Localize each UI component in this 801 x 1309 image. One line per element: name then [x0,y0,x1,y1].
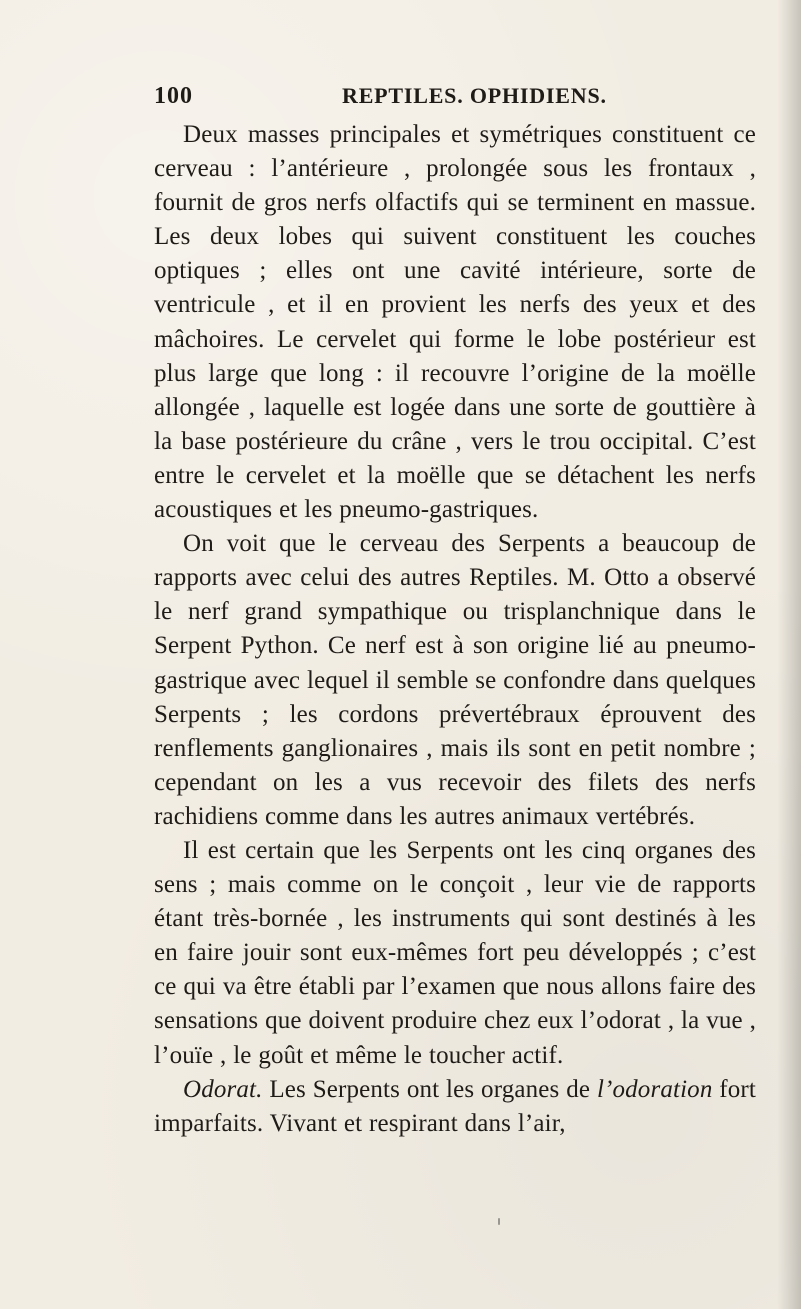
italic-term-odoration: l’odoration [596,1075,713,1103]
paragraph-2: On voit que le cerveau des Serpents a beaucoup de rapports avec celui des autres Reptiles. M. Otto a observé le nerf grand sympathique ou trisplanchnique dans le Serpent Python. Ce nerf est à son origine lié au pneumo-gastrique avec lequel il semble se confondre dans quelques Serpents ; les cordons prévertébraux éprouvent des renflements ganglionaires , mais ils sont en petit nombre ; cependant on les a vus recevoir des filets des nerfs rachidiens comme dans les autres animaux vertébrés. [154,530,756,830]
section-heading-odorat: Odorat. [183,1075,263,1103]
paragraph-4 [154,1073,756,1141]
page-edge-shadow [777,0,801,1309]
paragraph-3: Il est certain que les Serpents ont les cinq organes des sens ; mais comme on le conçoit , leur vie de rapports étant très-bornée , les instruments qui sont destinés à les en faire jouir sont eux-mêmes fort peu développés ; c’est ce qui va être établi par l’examen que nous allons faire des sensations que doivent produire chez eux l’odorat , la vue , l’ouïe , le goût et même le toucher actif. [154,836,756,1069]
paragraph-4-text-a: Les Serpents ont les organes de [262,1075,597,1103]
page-number: 100 [154,83,193,109]
running-title: REPTILES. OPHIDIENS. [342,83,607,108]
main-text [154,118,756,1141]
paragraph-1: Deux masses principales et symétriques constituent ce cerveau : l’antérieure , prolongée sous les frontaux , fournit de gros nerfs olfactifs qui se terminent en massue. Les deux lobes qui suivent constituent les couches optiques ; elles ont une cavité intérieure, sorte de ventricule , et il en provient les nerfs des yeux et des mâchoires. Le cervelet qui forme le lobe postérieur est plus large que long : il recouvre l’origine de la moëlle allongée , laquelle est logée dans une sorte de gouttière à la base postérieure du crâne , vers le trou occipital. C’est entre le cervelet et la moëlle que se détachent les nerfs acoustiques et les pneumo-gastriques. [154,121,756,524]
page-header [154,83,754,113]
paragraph-4-text-b: fort imparfaits. Vivant et respirant dans l’air, [154,1075,756,1137]
print-mark [498,1218,500,1225]
